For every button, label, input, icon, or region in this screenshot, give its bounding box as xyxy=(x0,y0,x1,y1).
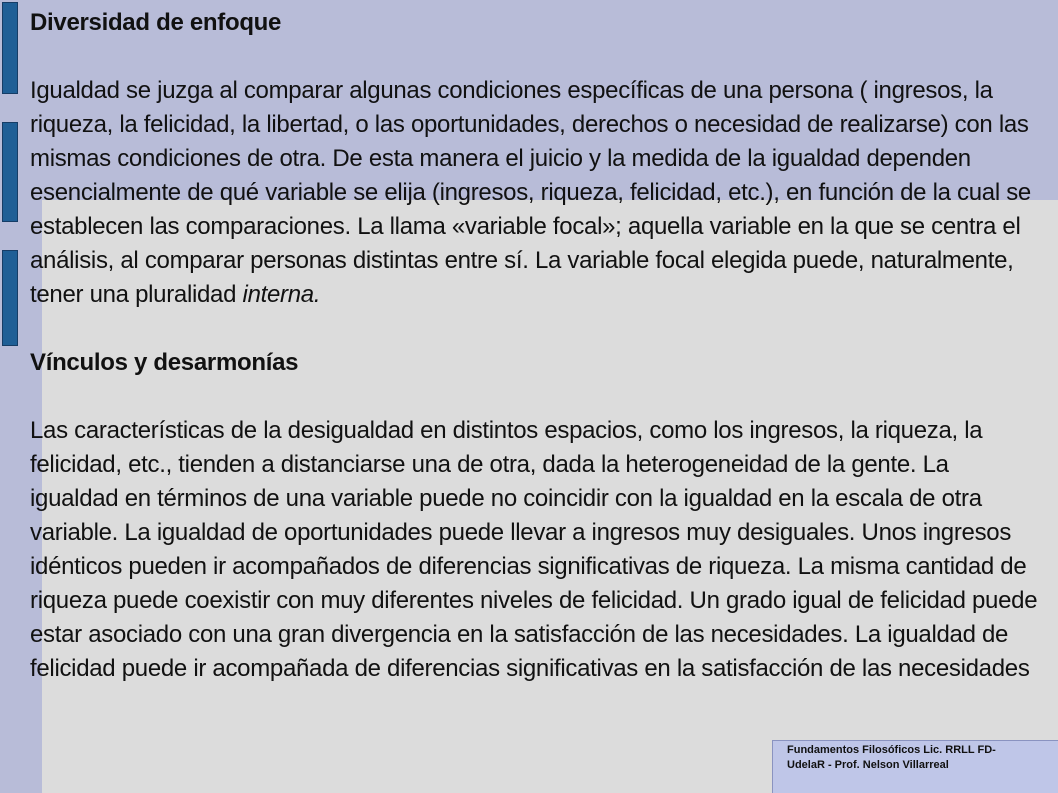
section-paragraph-diversidad xyxy=(30,74,1040,312)
accent-bar-middle xyxy=(2,122,18,222)
spacer xyxy=(30,380,1040,414)
accent-bar-top xyxy=(2,2,18,94)
spacer xyxy=(30,40,1040,74)
footer-credit-box xyxy=(772,740,1058,793)
slide-content xyxy=(30,6,1040,686)
paragraph-text: Igualdad se juzga al comparar algunas condiciones específicas de una persona ( ingresos, la riqueza, la felicidad, la libertad, o las oportunidades, derechos o necesidad de realizarse) con las mismas condiciones de otra. De esta manera el juicio y la medida de la igualdad dependen esencialmente de qué variable se elija (ingresos, riqueza, felicidad, etc.), en función de la cual se establecen las comparaciones. La llama «variable focal»; aquella variable en la que se centra el análisis, al comparar personas distintas entre sí. La variable focal elegida puede, naturalmente, tener una pluralidad xyxy=(30,77,1031,308)
footer-line-1: Fundamentos Filosóficos Lic. RRLL FD- xyxy=(787,744,996,756)
spacer xyxy=(30,312,1040,346)
footer-line-2: UdelaR - Prof. Nelson Villarreal xyxy=(787,759,949,771)
accent-bar-bottom xyxy=(2,250,18,346)
paragraph-italic-text: interna. xyxy=(242,281,321,308)
section-heading-vinculos: Vínculos y desarmonías xyxy=(30,349,299,376)
section-paragraph-vinculos: Las características de la desigualdad en distintos espacios, como los ingresos, la riqueza, la felicidad, etc., tienden a distanciarse una de otra, dada la heterogeneidad de la gente. La igualdad en términos de una variable puede no coincidir con la igualdad en la escala de otra variable. La igualdad de oportunidades puede llevar a ingresos muy desiguales. Unos ingresos idénticos pueden ir acompañados de diferencias significativas de riqueza. La misma cantidad de riqueza puede coexistir con muy diferentes niveles de felicidad. Un grado igual de felicidad puede estar asociado con una gran divergencia en la satisfacción de las necesidades. La igualdad de felicidad puede ir acompañada de diferencias significativas en la satisfacción de las necesidades xyxy=(30,417,1038,682)
section-heading-diversidad: Diversidad de enfoque xyxy=(30,9,282,36)
